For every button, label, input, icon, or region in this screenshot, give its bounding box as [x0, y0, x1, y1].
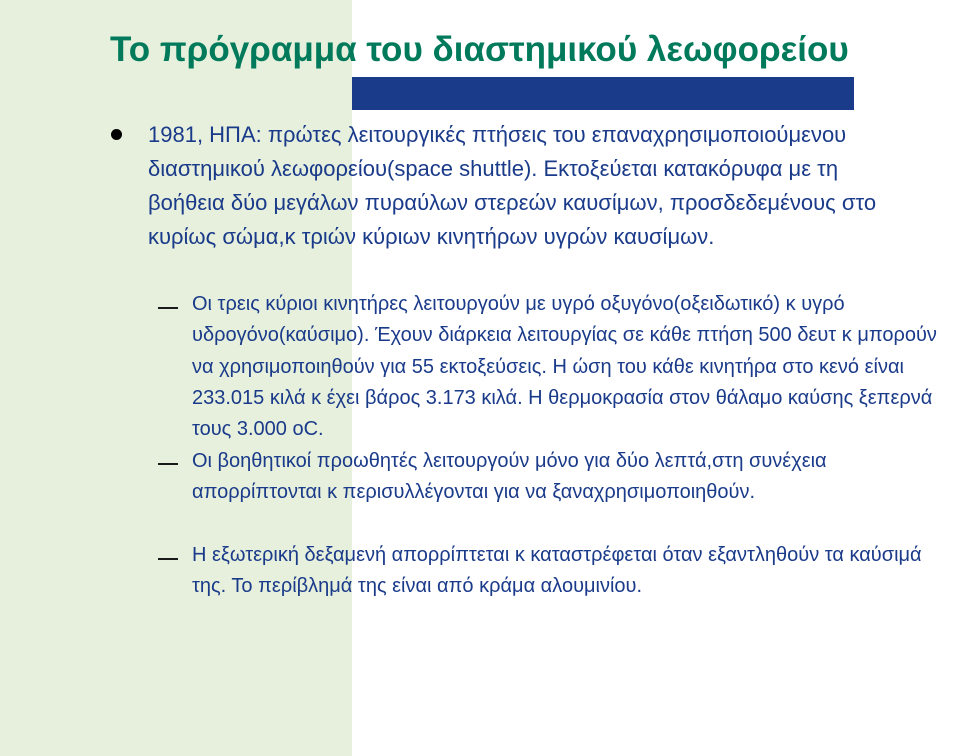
title-accent-bar — [352, 77, 854, 110]
dash-icon — [158, 307, 178, 309]
dash-icon — [158, 463, 178, 465]
dash-icon — [158, 558, 178, 560]
slide-title: Το πρόγραμμα του διαστημικού λεωφορείου — [110, 30, 849, 69]
main-bullet-text: 1981, ΗΠΑ: πρώτες λειτουργικές πτήσεις του επαναχρησιμοποιούμενου διαστημικού λεωφορείου(space shuttle). Εκτοξεύεται κατακόρυφα με τη βοήθεια δύο μεγάλων πυραύλων στερεών καυσίμων, προσδεδεμένους στο κυρίως σώμα,κ τριών κύριων κινητήρων υγρών καυσίμων. — [148, 122, 877, 249]
bullet-dot-icon — [111, 129, 122, 140]
sub-item-boosters: Οι βοηθητικοί προωθητές λειτουργούν μόνο για δύο λεπτά,στη συνέχεια απορρίπτονται κ περισυλλέγονται για να ξαναχρησιμοποιηθούν. — [192, 450, 827, 504]
sub-item-external-tank: Η εξωτερική δεξαμενή απορρίπτεται κ καταστρέφεται όταν εξαντληθούν τα καύσιμά της. Το περίβλημά της είναι από κράμα αλουμινίου. — [192, 544, 922, 598]
sub-item-engines: Οι τρεις κύριοι κινητήρες λειτουργούν με υγρό οξυγόνο(οξειδωτικό) κ υγρό υδρογόνο(καύσιμο). Έχουν διάρκεια λειτουργίας σε κάθε πτήση 500 δευτ κ μπορούν να χρησιμοποιηθούν για 55 εκτοξεύσεις. Η ώση του κάθε κινητήρα στο κενό είναι 233.015 κιλά κ έχει βάρος 3.173 κιλά. Η θερμοκρασία στον θάλαμο καύσης ξεπερνά τους 3.000 oC. — [192, 293, 937, 441]
